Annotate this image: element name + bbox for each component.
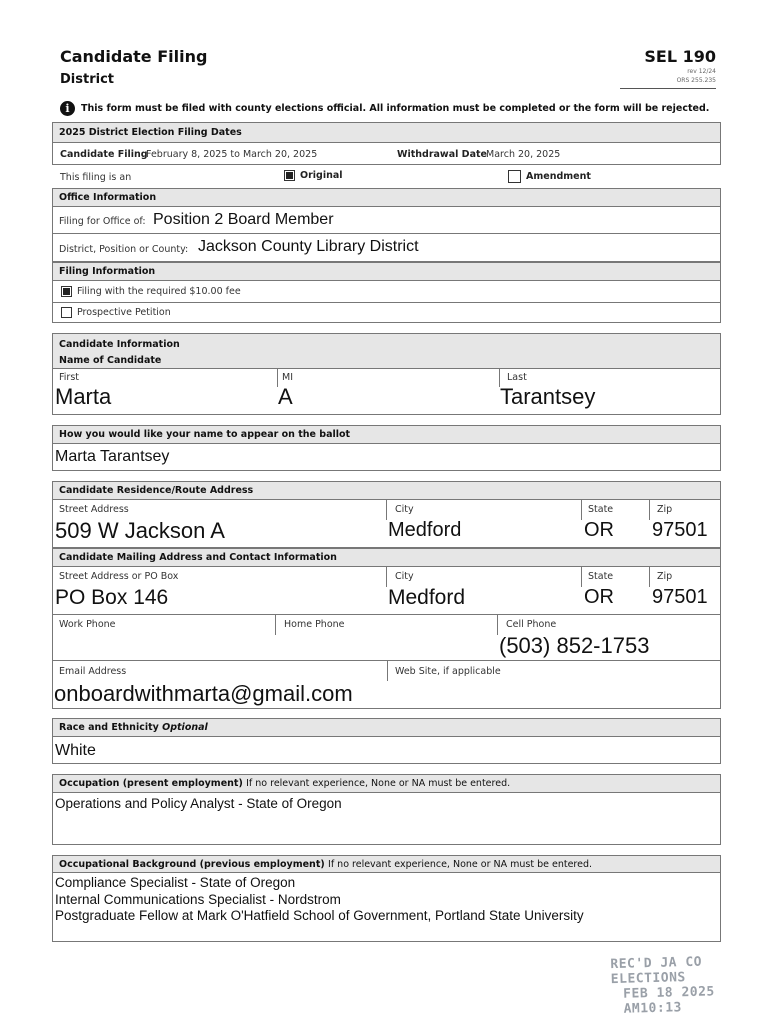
mail-divider-3 bbox=[649, 567, 650, 587]
filing-type-label: This filing is an bbox=[60, 172, 132, 183]
form-subtitle: District bbox=[60, 72, 114, 87]
form-revision: rev 12/24 bbox=[687, 68, 716, 75]
race-header bbox=[52, 718, 721, 737]
original-label: Original bbox=[300, 170, 343, 181]
last-name-value[interactable]: Tarantsey bbox=[500, 384, 596, 409]
filing-dates-label: Candidate Filing bbox=[60, 149, 148, 160]
occupation-header bbox=[52, 774, 721, 793]
fee-row bbox=[52, 281, 721, 303]
withdrawal-date-label: Withdrawal Date bbox=[397, 149, 487, 160]
stamp-line-1: REC'D JA CO ELECTIONS bbox=[610, 954, 703, 988]
occupation-row bbox=[52, 793, 721, 845]
petition-option[interactable] bbox=[61, 307, 171, 318]
district-row bbox=[52, 234, 721, 262]
res-zip-label: Zip bbox=[657, 504, 673, 515]
background-lines[interactable] bbox=[55, 875, 584, 925]
fee-label: Filing with the required $10.00 fee bbox=[77, 286, 241, 297]
res-street-value[interactable]: 509 W Jackson A bbox=[55, 518, 225, 543]
ballot-header: How you would like your name to appear on the ballot bbox=[52, 425, 721, 444]
email-label: Email Address bbox=[59, 666, 127, 677]
cell-phone-value[interactable]: (503) 852-1753 bbox=[499, 633, 650, 658]
filing-info-header: Filing Information bbox=[52, 262, 721, 281]
amendment-checkbox[interactable] bbox=[508, 170, 521, 183]
work-phone-label: Work Phone bbox=[59, 619, 116, 630]
filing-dates-value: February 8, 2025 to March 20, 2025 bbox=[146, 149, 318, 160]
mail-city-value[interactable]: Medford bbox=[388, 586, 466, 609]
amendment-label: Amendment bbox=[526, 171, 591, 182]
background-line-1: Compliance Specialist - State of Oregon bbox=[55, 875, 296, 890]
mi-value[interactable]: A bbox=[278, 384, 293, 409]
dates-header: 2025 District Election Filing Dates bbox=[52, 122, 721, 143]
phone-divider-1 bbox=[275, 615, 276, 635]
stamp-line-2: FEB 18 2025 AM10:13 bbox=[623, 984, 715, 1017]
district-value[interactable]: Jackson County Library District bbox=[198, 238, 419, 255]
mail-state-label: State bbox=[588, 571, 614, 582]
residence-header: Candidate Residence/Route Address bbox=[52, 481, 721, 500]
occupation-value[interactable]: Operations and Policy Analyst - State of Oregon bbox=[55, 796, 342, 811]
occupation-header-note: If no relevant experience, None or NA must be entered. bbox=[246, 778, 511, 789]
petition-checkbox[interactable] bbox=[61, 307, 72, 318]
mailing-header: Candidate Mailing Address and Contact Information bbox=[52, 548, 721, 567]
dates-row bbox=[52, 143, 721, 165]
mail-divider-2 bbox=[581, 567, 582, 587]
petition-label: Prospective Petition bbox=[77, 307, 171, 318]
res-divider-1 bbox=[386, 500, 387, 520]
mail-zip-value[interactable]: 97501 bbox=[652, 586, 708, 608]
notice-text: This form must be filed with county elections official. All information must be completed or the form will be rejected. bbox=[81, 103, 710, 114]
amendment-option[interactable] bbox=[508, 170, 591, 183]
office-value[interactable]: Position 2 Board Member bbox=[153, 211, 334, 228]
form-title: Candidate Filing bbox=[60, 47, 208, 66]
occupation-header-title: Occupation (present employment) bbox=[59, 778, 243, 789]
race-value[interactable]: White bbox=[55, 742, 96, 759]
first-name-value[interactable]: Marta bbox=[55, 384, 112, 409]
original-checkbox[interactable] bbox=[284, 170, 295, 181]
race-header-note: Optional bbox=[162, 722, 208, 733]
form-statute: ORS 255.235 bbox=[676, 77, 716, 84]
petition-row bbox=[52, 303, 721, 323]
first-name-label: First bbox=[59, 372, 79, 383]
info-icon: i bbox=[60, 101, 75, 116]
res-divider-3 bbox=[649, 500, 650, 520]
mail-street-value[interactable]: PO Box 146 bbox=[55, 586, 169, 609]
res-state-label: State bbox=[588, 504, 614, 515]
phone-divider-2 bbox=[497, 615, 498, 635]
res-city-label: City bbox=[395, 504, 414, 515]
email-divider bbox=[387, 661, 388, 681]
header-rule bbox=[620, 88, 716, 89]
race-header-title: Race and Ethnicity bbox=[59, 722, 159, 733]
last-name-label: Last bbox=[507, 372, 527, 383]
office-header: Office Information bbox=[52, 188, 721, 207]
name-row bbox=[52, 369, 721, 415]
mail-street-label: Street Address or PO Box bbox=[59, 571, 179, 582]
home-phone-label: Home Phone bbox=[284, 619, 345, 630]
mail-zip-label: Zip bbox=[657, 571, 673, 582]
background-header-note: If no relevant experience, None or NA must be entered. bbox=[328, 859, 593, 870]
received-stamp bbox=[610, 953, 770, 1017]
fee-checkbox[interactable] bbox=[61, 286, 72, 297]
ballot-name-value[interactable]: Marta Tarantsey bbox=[55, 448, 170, 465]
background-line-2: Internal Communications Specialist - Nordstrom bbox=[55, 891, 341, 907]
mailing-row bbox=[52, 567, 721, 615]
form-code: SEL 190 bbox=[644, 47, 716, 66]
res-street-label: Street Address bbox=[59, 504, 129, 515]
office-row bbox=[52, 207, 721, 234]
race-row bbox=[52, 737, 721, 764]
notice bbox=[60, 101, 709, 116]
background-header bbox=[52, 855, 721, 873]
mi-label: MI bbox=[282, 372, 293, 383]
website-label: Web Site, if applicable bbox=[395, 666, 501, 677]
mail-state-value[interactable]: OR bbox=[584, 586, 614, 608]
res-divider-2 bbox=[581, 500, 582, 520]
residence-row bbox=[52, 500, 721, 548]
email-value[interactable]: onboardwithmarta@gmail.com bbox=[54, 681, 353, 706]
background-header-title: Occupational Background (previous employment) bbox=[59, 859, 325, 870]
phone-row bbox=[52, 615, 721, 661]
candidate-subheader: Name of Candidate bbox=[59, 355, 162, 366]
original-option[interactable] bbox=[284, 170, 343, 181]
candidate-header-title: Candidate Information bbox=[59, 339, 180, 350]
withdrawal-date-value: March 20, 2025 bbox=[486, 149, 561, 160]
office-label: Filing for Office of: bbox=[59, 216, 146, 227]
mail-city-label: City bbox=[395, 571, 414, 582]
email-row bbox=[52, 661, 721, 709]
background-row bbox=[52, 873, 721, 942]
res-zip-value[interactable]: 97501 bbox=[652, 519, 708, 541]
cell-phone-label: Cell Phone bbox=[506, 619, 557, 630]
res-city-value[interactable]: Medford bbox=[388, 519, 462, 541]
district-label: District, Position or County: bbox=[59, 244, 189, 255]
ballot-row bbox=[52, 444, 721, 471]
background-line-3: Postgraduate Fellow at Mark O'Hatfield School of Government, Portland State University bbox=[55, 908, 584, 923]
candidate-header bbox=[52, 333, 721, 369]
res-state-value[interactable]: OR bbox=[584, 519, 614, 541]
mail-divider-1 bbox=[386, 567, 387, 587]
fee-option[interactable] bbox=[61, 286, 241, 297]
